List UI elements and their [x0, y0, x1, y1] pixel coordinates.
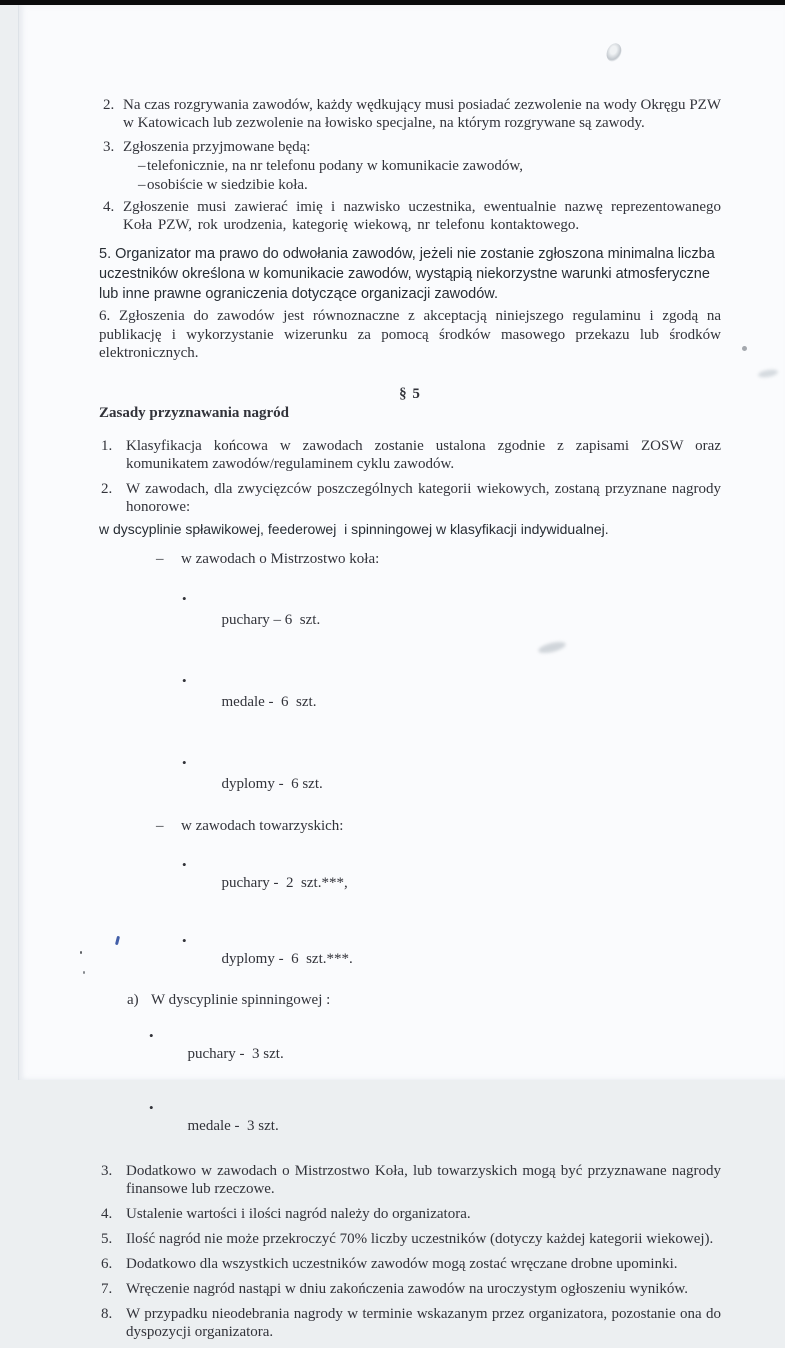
group-label: w zawodach o Mistrzostwo koła:	[181, 550, 380, 567]
bullet-marker: •	[149, 1100, 154, 1115]
item-number: 8.	[101, 1306, 113, 1322]
dash-marker: –	[156, 550, 164, 567]
item-number: 4.	[101, 1206, 113, 1222]
bullet-marker: •	[182, 856, 187, 872]
intro-item-4	[99, 198, 721, 234]
bullet-text: dyplomy - 6 szt.***.	[221, 950, 353, 967]
item-text: Dodatkowo w zawodach o Mistrzostwo Koła, lub towarzyskich mogą być przyznawane nagrody finansowe lub rzeczowe.	[126, 1163, 721, 1197]
document-content	[99, 96, 721, 1348]
group-label: w zawodach towarzyskich:	[181, 817, 344, 834]
item-text: Zgłoszenia przyjmowane będą:	[123, 139, 311, 155]
item-number: 1.	[101, 437, 113, 454]
item-number: 5.	[101, 1231, 113, 1247]
dash-marker: –	[156, 817, 164, 834]
item-text: Dodatkowo dla wszystkich uczestników zawodów mogą zostać wręczane drobne upominki.	[126, 1256, 678, 1272]
intro-item-2	[99, 96, 721, 132]
item-number: 2.	[103, 97, 115, 113]
rule-item-2	[99, 480, 721, 516]
sub-item-text: telefonicznie, na nr telefonu podany w komunikacie zawodów,	[147, 158, 523, 174]
dash-marker: –	[138, 158, 146, 174]
item-text: W przypadku nieodebrania nagrody w terminie wskazanym przez organizatora, pozostanie ona do dyspozycji organizatora.	[126, 1306, 721, 1340]
section-heading: Zasady przyznawania nagród	[99, 404, 290, 421]
dash-marker: –	[138, 177, 146, 193]
rule-item-5	[99, 1230, 721, 1248]
intro-item-3-sub-1	[123, 157, 721, 175]
rule-item-3	[99, 1162, 721, 1198]
item-number: 6.	[101, 1256, 113, 1272]
item-text: Ilość nagród nie może przekroczyć 70% liczby uczestników (dotyczy każdej kategorii wiekowej).	[126, 1231, 714, 1247]
item-number: 7.	[101, 1281, 113, 1297]
item-number: 4.	[103, 199, 115, 215]
bullet-marker: •	[182, 673, 187, 688]
bullet-marker: •	[182, 755, 187, 770]
letter-marker: a)	[127, 991, 139, 1008]
award-bullet	[99, 651, 721, 733]
discipline-note: w dyscyplinie spławikowej, feederowej i spinningowej w klasyfikacji indywidualnej.	[99, 520, 609, 537]
intro-item-3-sub-2	[123, 176, 721, 194]
item-number: 2.	[101, 480, 113, 497]
item-text: Ustalenie wartości i ilości nagród należy do organizatora.	[126, 1206, 471, 1222]
award-bullet	[99, 912, 721, 988]
item-number: 3.	[101, 1163, 113, 1179]
bullet-marker: •	[149, 1028, 154, 1043]
paragraph-5: 5. Organizator ma prawo do odwołania zawodów, jeżeli nie zostanie zgłoszona minimalna liczba uczestników określona w komunikacie zawodów, wystąpią niekorzystne warunki atmosferyczne lub inne prawne ograniczenia dotyczące organizacji zawodów.	[99, 246, 715, 302]
rule-item-1	[99, 437, 721, 473]
award-bullet	[99, 733, 721, 815]
section-mark: § 5	[399, 385, 421, 402]
bullet-text: dyplomy - 6 szt.	[221, 775, 323, 792]
rule-item-8	[99, 1305, 721, 1341]
award-bullet	[99, 1081, 721, 1153]
award-bullet	[99, 1009, 721, 1081]
sub-item-text: osobiście w siedzibie koła.	[147, 177, 308, 193]
rule-item-7	[99, 1280, 721, 1298]
bullet-text: medale - 3 szt.	[187, 1118, 279, 1134]
intro-item-3	[99, 138, 721, 194]
bullet-text: medale - 6 szt.	[221, 693, 317, 710]
paragraph-6: 6. Zgłoszenia do zawodów jest równoznaczne z akceptacją niniejszego regulaminu i zgodą na publikację i wykorzystanie wizerunku za pomocą środków masowego przekazu lub środków elektronicznych.	[99, 308, 721, 361]
item-text: Na czas rozgrywania zawodów, każdy wędkujący musi posiadać zezwolenie na wody Okręgu PZW w Katowicach lub zezwolenie na łowisko specjalne, na którym rozgrywane są zawody.	[123, 97, 721, 131]
rule-item-4	[99, 1205, 721, 1223]
spinning-group-label	[99, 991, 721, 1010]
item-text: Zgłoszenie musi zawierać imię i nazwisko uczestnika, ewentualnie nazwę reprezentowanego Koła PZW, rok urodzenia, kategorię wiekową, nr telefonu kontaktowego.	[123, 199, 721, 233]
rule-item-6	[99, 1255, 721, 1273]
bullet-text: puchary - 2 szt.***,	[221, 874, 348, 891]
bullet-marker: •	[182, 591, 187, 606]
award-bullet	[99, 569, 721, 651]
bullet-text: puchary – 6 szt.	[221, 611, 321, 628]
award-bullet	[99, 836, 721, 912]
award-group-friendly-label	[99, 817, 721, 836]
bullet-text: puchary - 3 szt.	[187, 1046, 284, 1062]
scanned-page	[18, 5, 785, 1340]
item-text: Klasyfikacja końcowa w zawodach zostanie ustalona zgodnie z zapisami ZOSW oraz komunikatem zawodów/regulaminem cyklu zawodów.	[126, 437, 721, 472]
item-text: Wręczenie nagród nastąpi w dniu zakończenia zawodów na uroczystym ogłoszeniu wyników.	[126, 1281, 688, 1297]
group-label: W dyscyplinie spinningowej :	[151, 991, 331, 1008]
award-group-championship-label	[99, 550, 721, 569]
bullet-marker: •	[182, 932, 187, 948]
item-text: W zawodach, dla zwycięzców poszczególnych kategorii wiekowych, zostaną przyznane nagrody honorowe:	[126, 480, 721, 515]
item-number: 3.	[103, 139, 115, 155]
